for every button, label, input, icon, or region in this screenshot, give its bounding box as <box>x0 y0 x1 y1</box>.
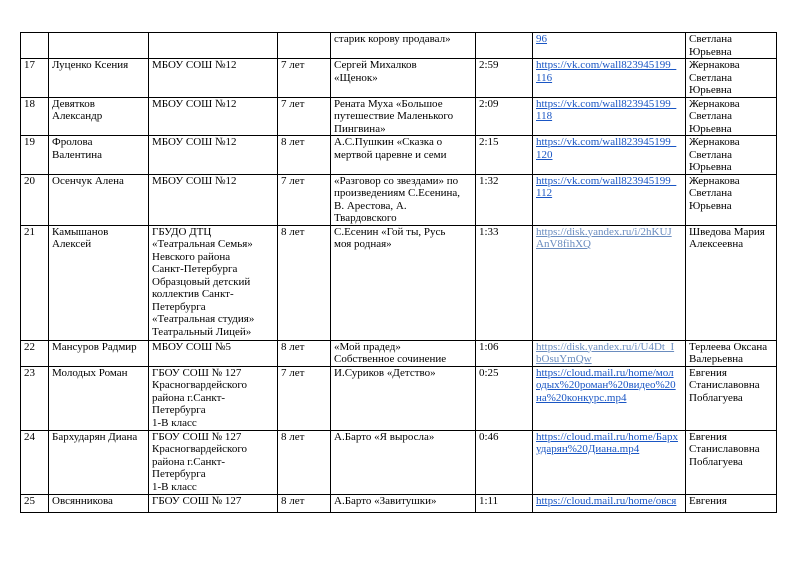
participant-age: 8 лет <box>281 430 305 443</box>
participant-age-cell <box>278 97 331 136</box>
work-title: «Мой прадед» Собственное сочинение <box>334 340 447 365</box>
table-row <box>21 59 777 98</box>
school-name: ГБОУ СОШ № 127 <box>152 494 242 507</box>
row-number: 20 <box>24 174 35 187</box>
table-row <box>21 494 777 512</box>
work-duration: 0:46 <box>479 430 499 443</box>
teacher-name: Жернакова Светлана Юрьевна <box>689 174 740 212</box>
participant-age-cell <box>278 136 331 175</box>
participant-name: Овсянникова <box>52 494 113 507</box>
row-number-cell <box>21 430 49 494</box>
work-title-cell <box>331 340 476 366</box>
work-title-cell <box>331 174 476 225</box>
work-title: Рената Муха «Большое путешествие Маленького Пингвина» <box>334 97 454 135</box>
row-number: 23 <box>24 366 35 379</box>
work-title: А.С.Пушкин «Сказка о мертвой царевне и семи <box>334 136 447 161</box>
participant-name-cell <box>49 340 149 366</box>
teacher-name-cell <box>686 494 777 512</box>
school-name-cell <box>149 340 278 366</box>
school-name-cell <box>149 59 278 98</box>
participant-name: Осенчук Алена <box>52 174 124 187</box>
video-link-cell <box>533 340 686 366</box>
school-name: МБОУ СОШ №12 <box>152 59 237 71</box>
teacher-name-cell <box>686 97 777 136</box>
table-row <box>21 340 777 366</box>
work-duration-cell <box>476 430 533 494</box>
row-number-cell <box>21 174 49 225</box>
teacher-name-cell <box>686 33 777 59</box>
video-link-cell <box>533 494 686 512</box>
row-number: 17 <box>24 59 35 71</box>
participant-age-cell <box>278 340 331 366</box>
work-duration-cell <box>476 59 533 98</box>
school-name-cell <box>149 225 278 340</box>
school-name: ГБУДО ДТЦ «Театральная Семья» Невского района Санкт-Петербурга Образцовый детский коллектив Санкт- Петербурга «Театральная студия» Театральный Лицей» <box>152 225 255 338</box>
school-name: МБОУ СОШ №12 <box>152 97 237 110</box>
school-name-cell <box>149 494 278 512</box>
participant-name: Девятков Александр <box>52 97 103 122</box>
work-duration-cell <box>476 340 533 366</box>
video-link[interactable]: https://vk.com/wall823945199_ 118 <box>536 97 677 122</box>
row-number: 21 <box>24 225 35 238</box>
table-row <box>21 136 777 175</box>
participant-age-cell <box>278 430 331 494</box>
work-title: А.Барто «Завитушки» <box>334 494 437 507</box>
participant-name-cell <box>49 174 149 225</box>
row-number: 25 <box>24 494 35 507</box>
participant-name: Фролова Валентина <box>52 136 103 161</box>
row-number: 19 <box>24 136 35 148</box>
video-link[interactable]: https://vk.com/wall823945199_ 116 <box>536 59 677 84</box>
work-title-cell <box>331 97 476 136</box>
work-duration: 1:33 <box>479 225 499 238</box>
participant-age-cell <box>278 59 331 98</box>
teacher-name: Терлеева Оксана Валерьевна <box>689 340 768 365</box>
work-title-cell <box>331 366 476 430</box>
participant-name: Бархударян Диана <box>52 430 138 443</box>
teacher-name-cell <box>686 225 777 340</box>
school-name-cell <box>149 97 278 136</box>
table-row <box>21 225 777 340</box>
participant-age: 8 лет <box>281 494 305 507</box>
work-title-cell <box>331 225 476 340</box>
participant-age: 8 лет <box>281 136 305 148</box>
participant-name-cell <box>49 136 149 175</box>
school-name-cell <box>149 136 278 175</box>
row-number-cell <box>21 494 49 512</box>
video-link[interactable]: 96 <box>536 33 547 45</box>
video-link-cell <box>533 136 686 175</box>
row-number: 18 <box>24 97 35 110</box>
row-number-cell <box>21 136 49 175</box>
work-title-cell <box>331 494 476 512</box>
video-link[interactable]: https://cloud.mail.ru/home/Барх ударян%20Диана.mp4 <box>536 430 678 455</box>
participant-name: Камышанов Алексей <box>52 225 109 250</box>
work-title-cell <box>331 430 476 494</box>
row-number-cell <box>21 33 49 59</box>
video-link[interactable]: https://vk.com/wall823945199_ 112 <box>536 174 677 199</box>
participant-name-cell <box>49 494 149 512</box>
row-number-cell <box>21 97 49 136</box>
table-row <box>21 33 777 59</box>
video-link[interactable]: https://cloud.mail.ru/home/овся <box>536 494 677 507</box>
school-name: МБОУ СОШ №5 <box>152 340 232 353</box>
teacher-name: Жернакова Светлана Юрьевна <box>689 97 740 135</box>
work-duration: 2:59 <box>479 59 499 71</box>
table-row <box>21 174 777 225</box>
table-row <box>21 97 777 136</box>
work-duration-cell <box>476 225 533 340</box>
participant-name: Луценко Ксения <box>52 59 129 71</box>
teacher-name-cell <box>686 136 777 175</box>
video-link[interactable]: https://disk.yandex.ru/i/U4Dt_I bOsuYmQw <box>536 340 675 365</box>
work-duration: 1:32 <box>479 174 499 187</box>
work-duration: 0:25 <box>479 366 499 379</box>
video-link-cell <box>533 174 686 225</box>
participant-name-cell <box>49 97 149 136</box>
teacher-name-cell <box>686 340 777 366</box>
video-link[interactable]: https://vk.com/wall823945199_ 120 <box>536 136 677 161</box>
work-duration: 2:15 <box>479 136 499 148</box>
school-name-cell <box>149 33 278 59</box>
video-link-cell <box>533 366 686 430</box>
participant-name: Молодых Роман <box>52 366 128 379</box>
video-link-cell <box>533 33 686 59</box>
work-title: С.Есенин «Гой ты, Русь моя родная» <box>334 225 446 250</box>
participant-name-cell <box>49 366 149 430</box>
work-title: старик корову продавал» <box>334 33 451 45</box>
participant-age: 7 лет <box>281 366 305 379</box>
row-number: 24 <box>24 430 35 443</box>
teacher-name-cell <box>686 59 777 98</box>
participant-name-cell <box>49 430 149 494</box>
work-title: А.Барто «Я выросла» <box>334 430 435 443</box>
teacher-name: Светлана Юрьевна <box>689 33 733 58</box>
work-title: И.Суриков «Детство» <box>334 366 436 379</box>
school-name: МБОУ СОШ №12 <box>152 136 237 148</box>
teacher-name: Евгения <box>689 494 727 507</box>
work-duration-cell <box>476 174 533 225</box>
row-number-cell <box>21 366 49 430</box>
video-link-cell <box>533 97 686 136</box>
work-duration-cell <box>476 33 533 59</box>
table-row <box>21 430 777 494</box>
row-number-cell <box>21 59 49 98</box>
work-duration-cell <box>476 97 533 136</box>
participant-age-cell <box>278 366 331 430</box>
participant-name-cell <box>49 59 149 98</box>
work-title: «Разговор со звездами» по произведениям С.Есенина, В. Арестова, А. Твардовского <box>334 174 461 224</box>
work-duration-cell <box>476 136 533 175</box>
school-name-cell <box>149 430 278 494</box>
video-link-cell <box>533 225 686 340</box>
work-duration: 1:06 <box>479 340 499 353</box>
school-name: МБОУ СОШ №12 <box>152 174 237 187</box>
participant-age: 7 лет <box>281 97 305 110</box>
teacher-name: Шведова Мария Алексеевна <box>689 225 765 250</box>
teacher-name: Евгения Станиславовна Поблагуева <box>689 430 760 468</box>
participant-age: 8 лет <box>281 340 305 353</box>
participant-name-cell <box>49 225 149 340</box>
work-title: Сергей Михалков «Щенок» <box>334 59 417 84</box>
video-link[interactable]: https://disk.yandex.ru/i/2hKUJ AnV8fihXQ <box>536 225 672 250</box>
teacher-name: Жернакова Светлана Юрьевна <box>689 136 740 173</box>
work-duration: 1:11 <box>479 494 499 507</box>
teacher-name: Евгения Станиславовна Поблагуева <box>689 366 760 404</box>
participants-table <box>20 32 777 513</box>
participant-age-cell <box>278 494 331 512</box>
video-link-cell <box>533 59 686 98</box>
participant-name: Мансуров Радмир <box>52 340 137 353</box>
row-number-cell <box>21 340 49 366</box>
teacher-name-cell <box>686 430 777 494</box>
participant-age-cell <box>278 225 331 340</box>
school-name-cell <box>149 366 278 430</box>
participant-age: 7 лет <box>281 174 305 187</box>
row-number-cell <box>21 225 49 340</box>
participant-age: 8 лет <box>281 225 305 238</box>
work-duration-cell <box>476 494 533 512</box>
table-row <box>21 366 777 430</box>
work-title-cell <box>331 59 476 98</box>
teacher-name-cell <box>686 366 777 430</box>
participant-age: 7 лет <box>281 59 305 71</box>
teacher-name-cell <box>686 174 777 225</box>
work-duration: 2:09 <box>479 97 499 110</box>
school-name: ГБОУ СОШ № 127 Красногвардейского района г.Санкт- Петербурга 1-В класс <box>152 430 248 493</box>
video-link-cell <box>533 430 686 494</box>
school-name: ГБОУ СОШ № 127 Красногвардейского района г.Санкт- Петербурга 1-В класс <box>152 366 248 429</box>
school-name-cell <box>149 174 278 225</box>
row-number: 22 <box>24 340 35 353</box>
video-link[interactable]: https://cloud.mail.ru/home/мол одых%20роман%20видео%20 на%20конкурс.mp4 <box>536 366 676 404</box>
participant-age-cell <box>278 33 331 59</box>
work-title-cell <box>331 136 476 175</box>
teacher-name: Жернакова Светлана Юрьевна <box>689 59 740 96</box>
work-title-cell <box>331 33 476 59</box>
work-duration-cell <box>476 366 533 430</box>
participant-name-cell <box>49 33 149 59</box>
participant-age-cell <box>278 174 331 225</box>
